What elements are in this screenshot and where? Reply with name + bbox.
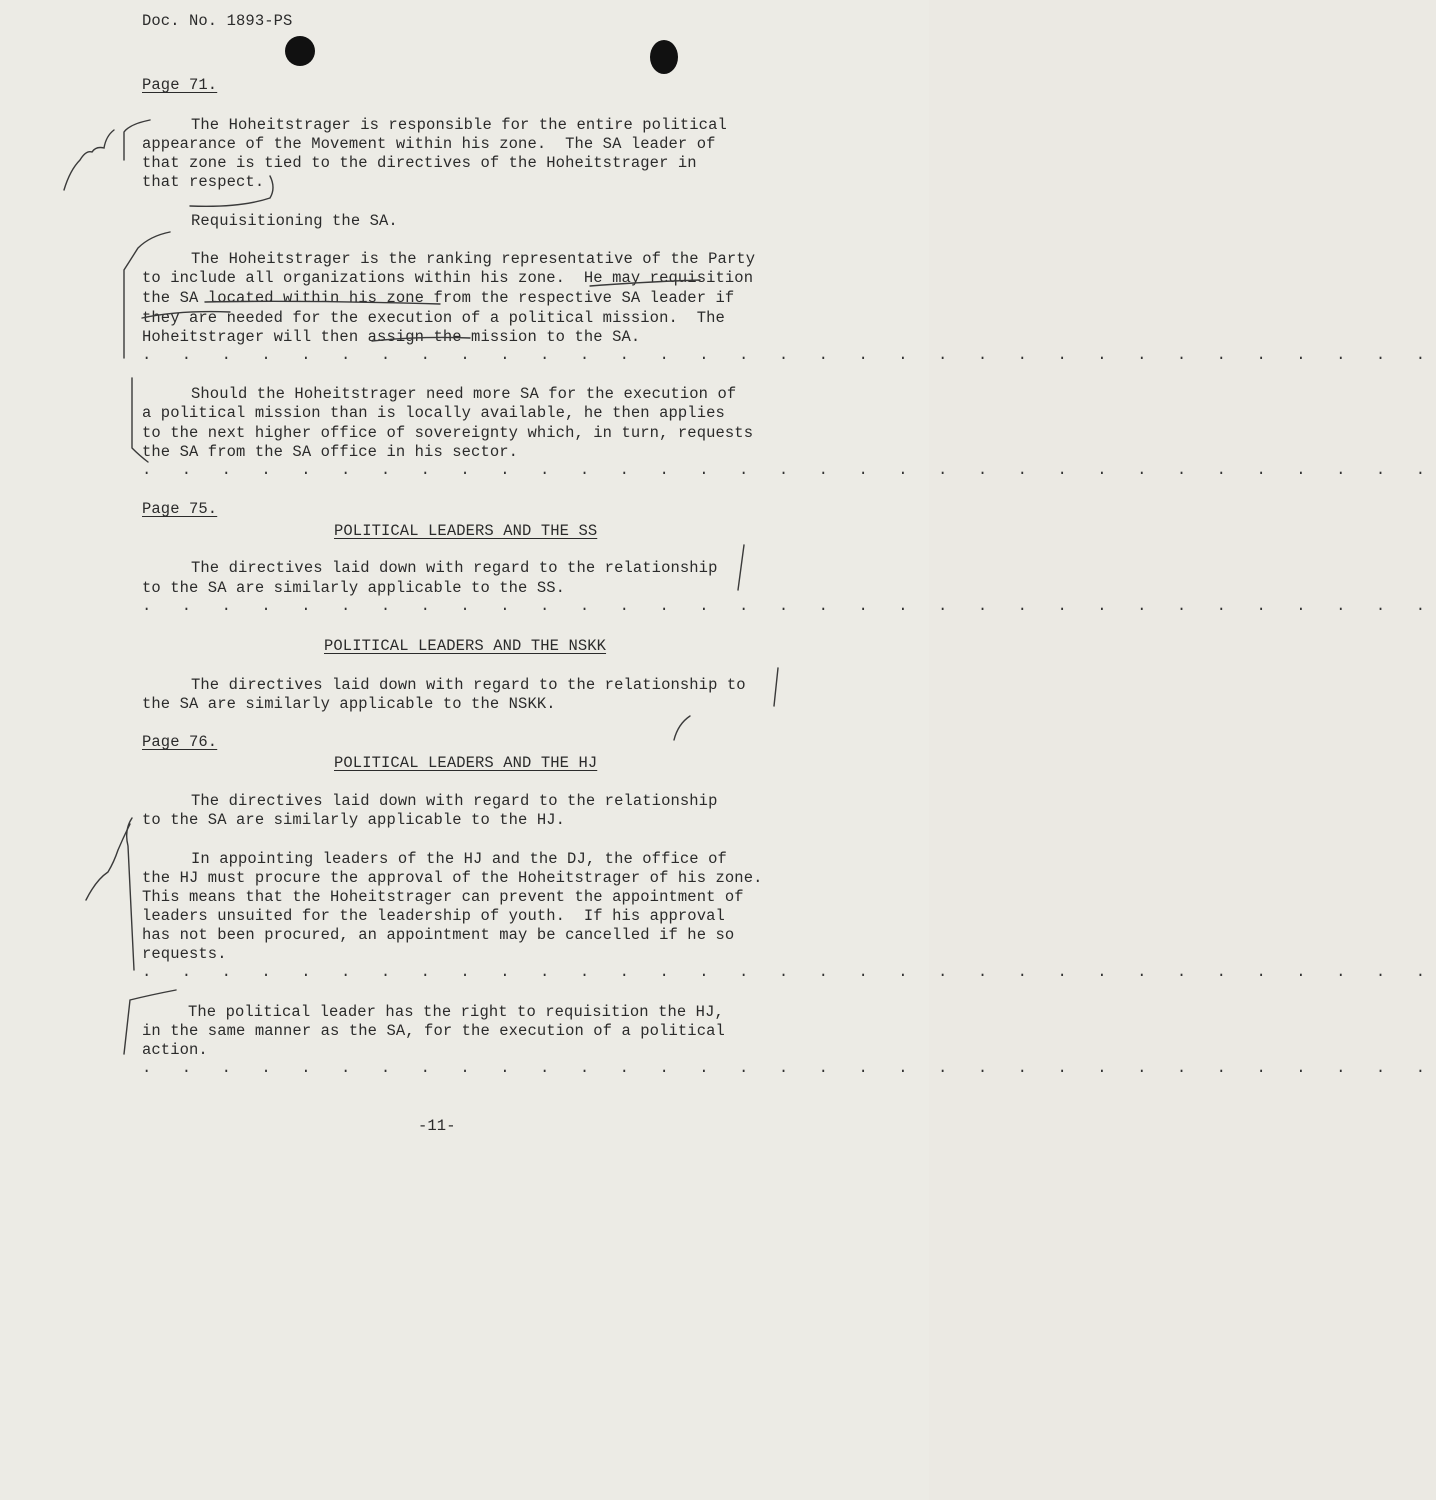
dot-separator: . . . . . . . . . . . . . . . . . . . . . . . . . . . . . . . . . bbox=[142, 1059, 1436, 1077]
paragraph-line: that respect. bbox=[142, 173, 265, 191]
strike-located bbox=[205, 301, 440, 304]
paragraph-line: the HJ must procure the approval of the Hoheitstrager of his zone. bbox=[142, 869, 763, 887]
strike-assign bbox=[372, 337, 470, 341]
bracket-p3 bbox=[132, 378, 148, 462]
paragraph-line: Hoheitstrager will then assign the mission to the SA. bbox=[142, 328, 641, 346]
paragraph-line: The directives laid down with regard to the relationship to bbox=[191, 676, 746, 694]
bracket-p7 bbox=[127, 818, 134, 970]
subheading-requisitioning: Requisitioning the SA. bbox=[191, 212, 398, 230]
tick-p1 bbox=[190, 176, 273, 206]
paragraph-line: action. bbox=[142, 1041, 208, 1059]
page-number: -11- bbox=[418, 1117, 456, 1135]
underline-he-may bbox=[590, 280, 700, 286]
paragraph-line: The Hoheitstrager is responsible for the entire political bbox=[191, 116, 727, 134]
heading-hj: POLITICAL LEADERS AND THE HJ bbox=[334, 754, 598, 772]
paragraph-line: the SA located within his zone from the respective SA leader if bbox=[142, 289, 735, 307]
paragraph-line: has not been procured, an appointment may be cancelled if he so bbox=[142, 926, 735, 944]
paragraph-line: The directives laid down with regard to the relationship bbox=[191, 792, 718, 810]
paragraph-line: The directives laid down with regard to the relationship bbox=[191, 559, 718, 577]
heading-ss: POLITICAL LEADERS AND THE SS bbox=[334, 522, 598, 540]
bracket-p1 bbox=[124, 120, 150, 160]
page-ref-71: Page 71. bbox=[142, 76, 218, 94]
mark-mid-right bbox=[674, 716, 690, 740]
strike-they-are bbox=[142, 312, 230, 318]
paragraph-line: the SA from the SA office in his sector. bbox=[142, 443, 519, 461]
paragraph-line: Should the Hoheitstrager need more SA for the execution of bbox=[191, 385, 737, 403]
paragraph-line: to the next higher office of sovereignty which, in turn, requests bbox=[142, 424, 754, 442]
paragraph-line: that zone is tied to the directives of the Hoheitstrager in bbox=[142, 154, 697, 172]
paragraph-line: to include all organizations within his zone. He may requisition bbox=[142, 269, 754, 287]
paragraph-line: leaders unsuited for the leadership of youth. If his approval bbox=[142, 907, 725, 925]
heading-nskk: POLITICAL LEADERS AND THE NSKK bbox=[324, 637, 607, 655]
doc-number: Doc. No. 1893-PS bbox=[142, 12, 293, 30]
paragraph-line: a political mission than is locally available, he then applies bbox=[142, 404, 725, 422]
paragraph-line: in the same manner as the SA, for the execution of a political bbox=[142, 1022, 725, 1040]
dot-separator: . . . . . . . . . . . . . . . . . . . . . . . . . . . . . . . . . bbox=[142, 597, 1436, 615]
scribble-left-1 bbox=[64, 130, 114, 190]
paragraph-line: appearance of the Movement within his zone. The SA leader of bbox=[142, 135, 716, 153]
bracket-p8 bbox=[124, 990, 176, 1054]
paragraph-line: to the SA are similarly applicable to the HJ. bbox=[142, 811, 566, 829]
page-ref-76: Page 76. bbox=[142, 733, 218, 751]
mark-nskk-right bbox=[774, 668, 778, 706]
paragraph-line: The Hoheitstrager is the ranking representative of the Party bbox=[191, 250, 756, 268]
paragraph-line: requests. bbox=[142, 945, 227, 963]
bracket-p2 bbox=[124, 232, 170, 358]
dot-separator: . . . . . . . . . . . . . . . . . . . . . . . . . . . . . . . . . bbox=[142, 461, 1436, 479]
dot-separator: . . . . . . . . . . . . . . . . . . . . . . . . . . . . . . . . . bbox=[142, 963, 1436, 981]
paragraph-line: they are needed for the execution of a political mission. The bbox=[142, 309, 725, 327]
paragraph-line: to the SA are similarly applicable to the SS. bbox=[142, 579, 566, 597]
paragraph-line: the SA are similarly applicable to the NSKK. bbox=[142, 695, 556, 713]
paragraph-line: The political leader has the right to requisition the HJ, bbox=[188, 1003, 724, 1021]
page-ref-75: Page 75. bbox=[142, 500, 218, 518]
paragraph-line: In appointing leaders of the HJ and the DJ, the office of bbox=[191, 850, 727, 868]
paragraph-line: This means that the Hoheitstrager can prevent the appointment of bbox=[142, 888, 744, 906]
dot-separator: . . . . . . . . . . . . . . . . . . . . . . . . . . . . . . . . . bbox=[142, 346, 1436, 364]
scribble-left-2 bbox=[86, 824, 130, 900]
mark-ss-right bbox=[738, 545, 744, 590]
